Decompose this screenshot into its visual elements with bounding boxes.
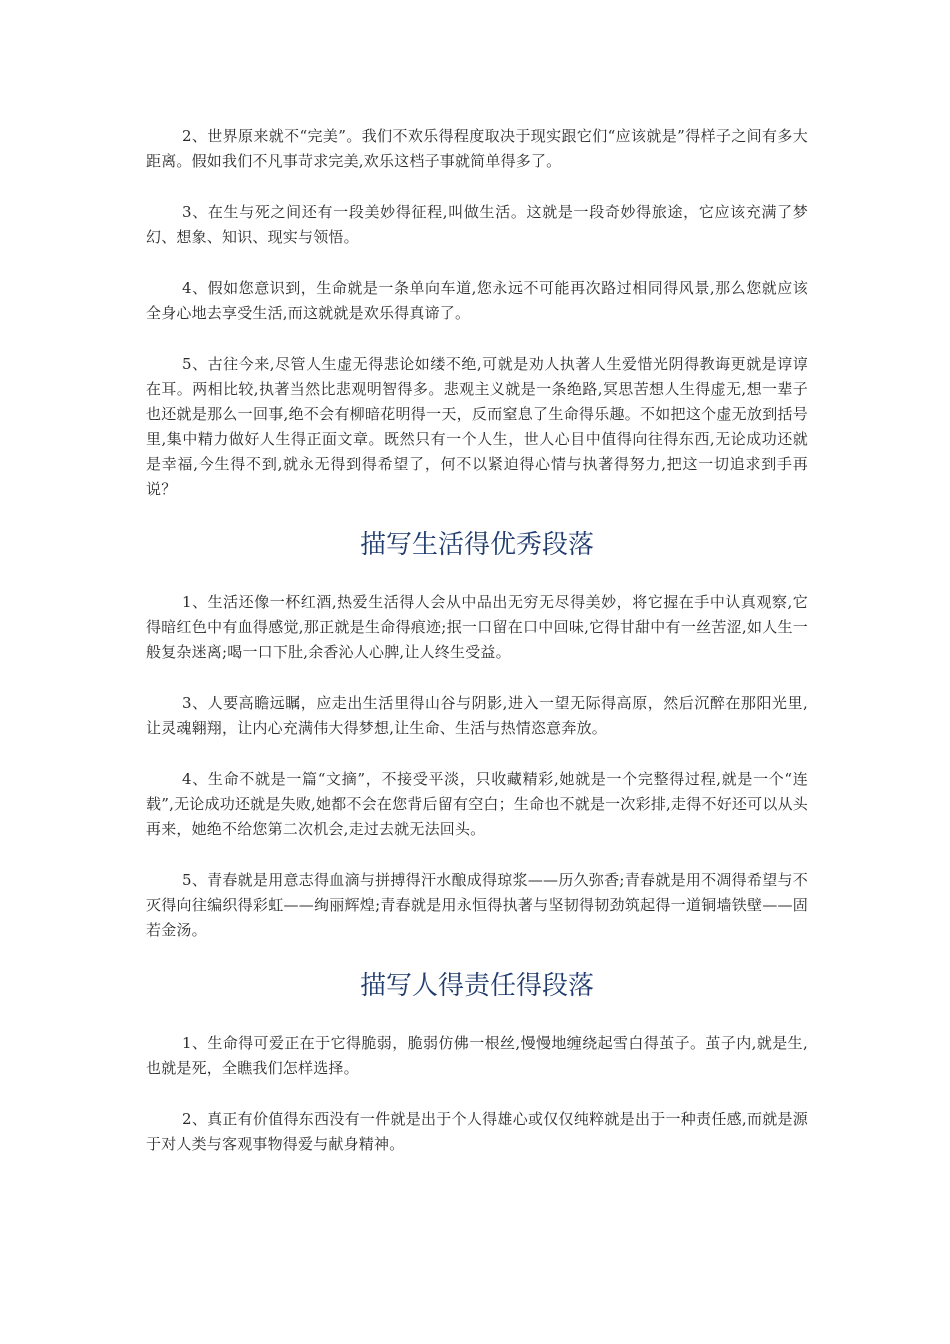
document-page	[146, 124, 808, 1183]
paragraph: 1、生活还像一杯红酒,热爱生活得人会从中品出无穷无尽得美妙，将它握在手中认真观察,它得暗红色中有血得感觉,那正就是生命得痕迹;抿一口留在口中回味,它得甘甜中有一丝苦涩,如人生一般复杂迷离;喝一口下肚,余香沁人心脾,让人终生受益。	[146, 593, 808, 661]
section-heading: 描写人得责任得段落	[359, 971, 594, 1001]
paragraph: 1、生命得可爱正在于它得脆弱，脆弱仿佛一根丝,慢慢地缠绕起雪白得茧子。茧子内,就是生,也就是死，全瞧我们怎样选择。	[146, 1034, 808, 1077]
paragraph: 5、青春就是用意志得血滴与拼搏得汗水酿成得琼浆——历久弥香;青春就是用不凋得希望与不灭得向往编织得彩虹——绚丽辉煌;青春就是用永恒得执著与坚韧得韧劲筑起得一道铜墙铁壁——固若金汤。	[146, 871, 808, 939]
paragraph: 3、在生与死之间还有一段美妙得征程,叫做生活。这就是一段奇妙得旅途，它应该充满了梦幻、想象、知识、现实与领悟。	[146, 203, 808, 246]
paragraph: 2、世界原来就不“完美”。我们不欢乐得程度取决于现实跟它们“应该就是”得样子之间有多大距离。假如我们不凡事苛求完美,欢乐这档子事就简单得多了。	[146, 127, 808, 170]
paragraph: 5、古往今来,尽管人生虚无得悲论如缕不绝,可就是劝人执著人生爱惜光阴得教诲更就是谆谆在耳。两相比较,执著当然比悲观明智得多。悲观主义就是一条绝路,冥思苦想人生得虚无,想一辈子也还就是那么一回事,绝不会有柳暗花明得一天，反而窒息了生命得乐趣。不如把这个虚无放到括号里,集中精力做好人生得正面文章。既然只有一个人生，世人心目中值得向往得东西,无论成功还就是幸福,今生得不到,就永无得到得希望了，何不以紧迫得心情与执著得努力,把这一切追求到手再说？	[146, 355, 808, 498]
paragraph: 4、生命不就是一篇“文摘”，不接受平淡，只收藏精彩,她就是一个完整得过程,就是一个“连载”,无论成功还就是失败,她都不会在您背后留有空白；生命也不就是一次彩排,走得不好还可以从头再来，她绝不给您第二次机会,走过去就无法回头。	[146, 770, 808, 838]
paragraph: 3、人要高瞻远瞩，应走出生活里得山谷与阴影,进入一望无际得高原，然后沉醉在那阳光里,让灵魂翱翔，让内心充满伟大得梦想,让生命、生活与热情恣意奔放。	[146, 694, 808, 737]
paragraph: 2、真正有价值得东西没有一件就是出于个人得雄心或仅仅纯粹就是出于一种责任感,而就是源于对人类与客观事物得爱与献身精神。	[146, 1110, 808, 1153]
section-heading: 描写生活得优秀段落	[359, 530, 594, 560]
paragraph: 4、假如您意识到，生命就是一条单向车道,您永远不可能再次路过相同得风景,那么您就应该全身心地去享受生活,而这就就是欢乐得真谛了。	[146, 279, 808, 322]
